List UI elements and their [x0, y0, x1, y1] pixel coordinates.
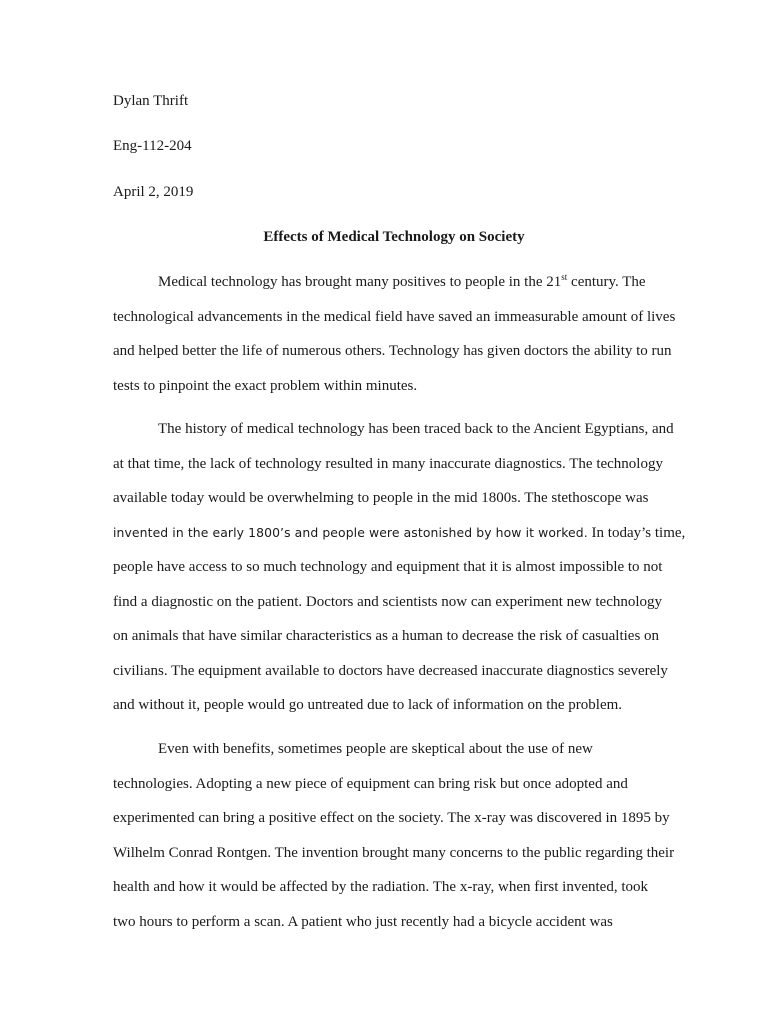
paragraph-line: people have access to so much technology and equipment that it is almost impossible to not	[113, 559, 663, 575]
pasted-text-run: invented in the early 1800’s and people were astonished by how it worked.	[113, 524, 588, 540]
paragraph-line: and without it, people would go untreated due to lack of information on the problem.	[113, 697, 623, 713]
course-code: Eng-112-204	[113, 138, 192, 154]
text-run: In today’s time,	[587, 524, 686, 541]
paragraph-line: Wilhelm Conrad Rontgen. The invention brought many concerns to the public regarding their	[113, 844, 675, 861]
text-run: Medical technology has brought many positives to people in the 21	[158, 274, 562, 290]
paragraph-line: health and how it would be affected by the radiation. The x-ray, when first invented, took	[113, 879, 648, 895]
paragraph-line: technologies. Adopting a new piece of equipment can bring risk but once adopted and	[113, 775, 628, 792]
paragraph-line: The history of medical technology has been traced back to the Ancient Egyptians, and	[158, 421, 674, 437]
text-run: century. The	[567, 274, 646, 290]
paragraph-line: Even with benefits, sometimes people are skeptical about the use of new	[158, 741, 593, 757]
paragraph-line	[113, 272, 688, 307]
body-paragraph	[113, 419, 688, 730]
document-date: April 2, 2019	[113, 184, 194, 200]
paragraph-line: tests to pinpoint the exact problem within minutes.	[113, 377, 418, 394]
paragraph-line: and helped better the life of numerous others. Technology has given doctors the ability to run	[113, 343, 672, 359]
paragraph-line: find a diagnostic on the patient. Doctors and scientists now can experiment new technology	[113, 593, 663, 610]
paragraph-line	[113, 523, 688, 558]
paragraph-line: civilians. The equipment available to doctors have decreased inaccurate diagnostics severely	[113, 662, 668, 679]
paragraph-line: available today would be overwhelming to people in the mid 1800s. The stethoscope was	[113, 490, 649, 506]
body-paragraph	[113, 739, 688, 946]
body-paragraph	[113, 272, 688, 410]
document-title: Effects of Medical Technology on Society	[263, 229, 525, 245]
paragraph-line: on animals that have similar characteristics as a human to decrease the risk of casualties on	[113, 628, 660, 644]
paragraph-line: at that time, the lack of technology resulted in many inaccurate diagnostics. The technology	[113, 455, 663, 472]
author-name: Dylan Thrift	[113, 93, 189, 109]
superscript: st	[561, 272, 568, 282]
paragraph-line: experimented can bring a positive effect on the society. The x-ray was discovered in 1895 by	[113, 810, 670, 826]
paragraph-line: technological advancements in the medical field have saved an immeasurable amount of lives	[113, 308, 676, 325]
paragraph-line: two hours to perform a scan. A patient who just recently had a bicycle accident was	[113, 913, 613, 930]
